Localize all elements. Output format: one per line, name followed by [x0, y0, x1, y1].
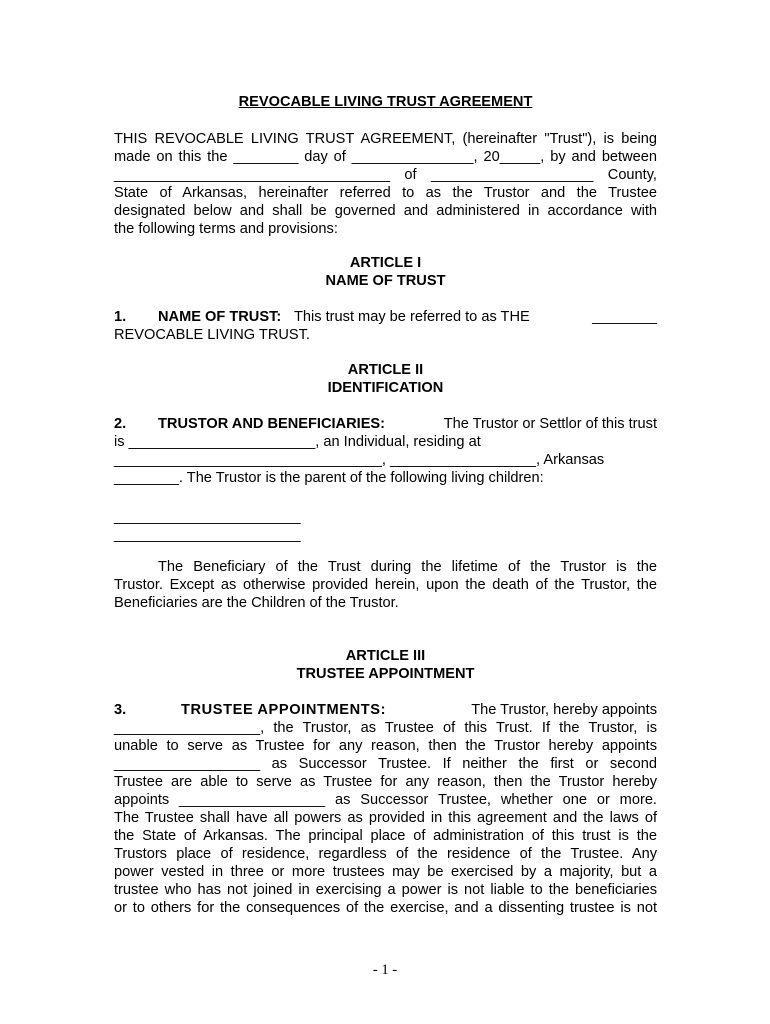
section-number: 1. [114, 309, 127, 325]
article-heading: ARTICLE II [347, 362, 424, 378]
section-text: The Trustor, hereby appoints [471, 702, 657, 718]
beneficiary-paragraph [114, 558, 657, 612]
article-3-heading [114, 647, 657, 683]
article-subheading: TRUSTEE APPOINTMENT [296, 666, 475, 682]
beneficiary-line: The Beneficiary of the Trust during the lifetime of the Trustor is the [158, 559, 657, 575]
section-2-line: is _______________________, an Individual, residing at [114, 434, 481, 450]
children-blanks [114, 508, 657, 544]
article-2-heading [114, 361, 657, 397]
section-label: NAME OF TRUST: [158, 309, 282, 325]
trust-name-blank: ________ [592, 309, 657, 325]
section-3-line: Trustors place of residence, regardless of the residence of the Trustee. Any [114, 846, 657, 862]
intro-paragraph [114, 130, 657, 238]
article-heading: ARTICLE I [349, 255, 422, 271]
section-number: 2. [114, 416, 127, 432]
child-blank: _______________________ [114, 527, 301, 543]
intro-line: State of Arkansas, hereinafter referred to as the Trustor and the Trustee [114, 185, 657, 201]
section-3-line: The Trustee shall have all powers as provided in this agreement and the laws of [114, 810, 657, 826]
article-subheading: NAME OF TRUST [325, 273, 446, 289]
section-3-line: or to others for the consequences of the exercise, and a dissenting trustee is not [114, 900, 657, 916]
section-1 [114, 308, 657, 344]
section-3-line: power vested in three or more trustees may be exercised by a majority, but a [114, 864, 657, 880]
beneficiary-line: Beneficiaries are the Children of the Trustor. [114, 595, 399, 611]
article-heading: ARTICLE III [345, 648, 426, 664]
intro-line: THIS REVOCABLE LIVING TRUST AGREEMENT, (hereinafter "Trust"), is being [114, 131, 657, 147]
section-3-line: __________________, the Trustor, as Trustee of this Trust. If the Trustor, is [114, 720, 657, 736]
section-3-line: trustee who has not joined in exercising a power is not liable to the beneficiaries [114, 882, 657, 898]
intro-line: __________________________________ of ____________________ County, [114, 167, 657, 183]
intro-line: made on this the ________ day of _______________, 20_____, by and between [114, 149, 657, 165]
section-2-first-line [114, 415, 657, 433]
section-1-first-line [114, 308, 657, 326]
child-blank: _______________________ [114, 509, 301, 525]
page-number: - 1 - [372, 962, 398, 978]
section-2-line: ________. The Trustor is the parent of the following living children: [114, 470, 544, 486]
article-subheading: IDENTIFICATION [327, 380, 444, 396]
section-text: The Trustor or Settlor of this trust [443, 416, 657, 432]
section-label: TRUSTEE APPOINTMENTS: [181, 702, 387, 718]
section-3-line: unable to serve as Trustee for any reason, then the Trustor hereby appoints [114, 738, 657, 754]
intro-line: the following terms and provisions: [114, 221, 338, 237]
section-3-line: Trustee are able to serve as Trustee for any reason, then the Trustor hereby [114, 774, 657, 790]
section-2-line: _________________________________, __________________, Arkansas [114, 452, 605, 468]
document-title: REVOCABLE LIVING TRUST AGREEMENT [238, 94, 533, 110]
article-1-heading [114, 254, 657, 290]
intro-line: designated below and shall be governed and administered in accordance with [114, 203, 657, 219]
section-3-first-line [114, 701, 657, 719]
section-2 [114, 415, 657, 487]
section-text: This trust may be referred to as THE [294, 309, 530, 325]
section-3-line: __________________ as Successor Trustee. If neither the first or second [114, 756, 657, 772]
section-3-line: appoints __________________ as Successor Trustee, whether one or more. [114, 792, 657, 808]
section-3 [114, 701, 657, 917]
section-3-line: the State of Arkansas. The principal place of administration of this trust is the [114, 828, 657, 844]
beneficiary-line: Trustor. Except as otherwise provided herein, upon the death of the Trustor, the [114, 577, 657, 593]
section-label: TRUSTOR AND BENEFICIARIES: [158, 416, 386, 432]
section-1-second-line: REVOCABLE LIVING TRUST. [114, 327, 310, 343]
section-number: 3. [114, 702, 127, 718]
